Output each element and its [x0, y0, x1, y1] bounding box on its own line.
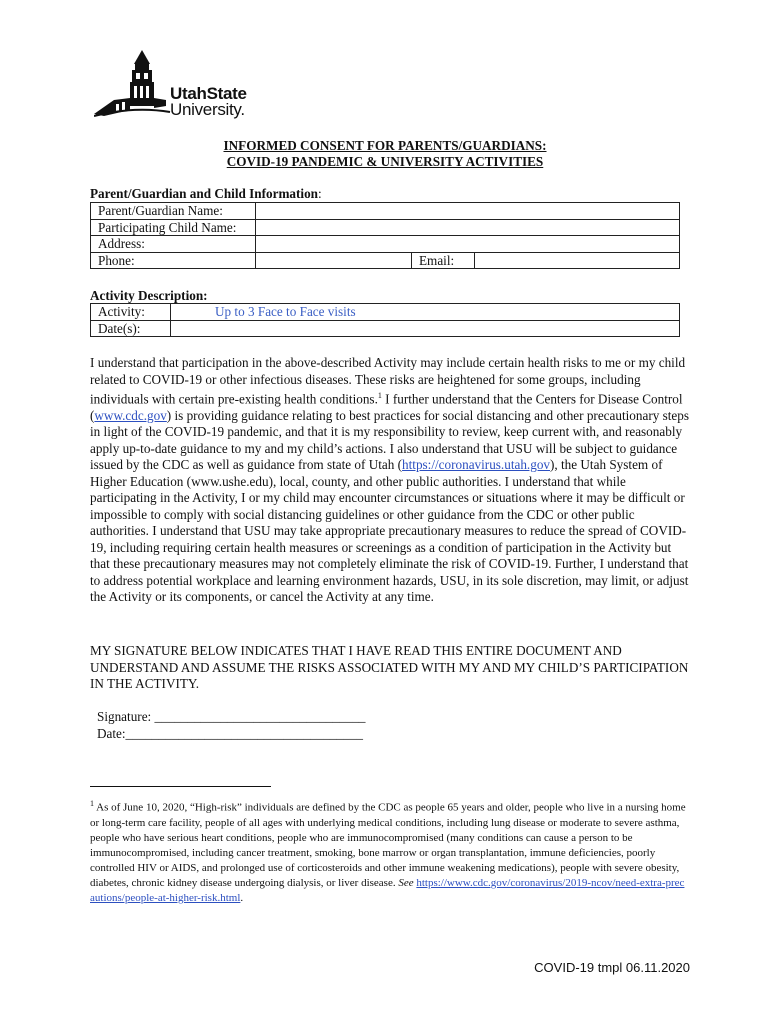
- logo-wordmark-top: UtahState: [170, 84, 247, 103]
- footnote-number: 1: [90, 799, 94, 808]
- activity-table: [90, 303, 680, 337]
- consent-text-part4: ), the Utah System of Higher Education (www.ushe.edu), local, county, and other public authorities. I understand that while participating in the Activity, I or my child may encounter circumstances or situations where it may be difficult or impossible to comply with social distancing guidelines or other guidance from the CDC or other public authorities. I understand that USU may take appropriate precautionary measures to reduce the spread of COVID-19, including requiring certain health measures or screenings as a condition of participation in the Activity but that these precautionary measures may not completely eliminate the risk of COVID-19. Further, I understand that to address potential workplace and learning environment hazards, USU, in its sole discretion, may limit, or adjust the Activity or its components, or cancel the Activity at any time.: [90, 457, 689, 605]
- dates-input[interactable]: [171, 320, 680, 337]
- activity-section-label: Activity Description:: [90, 288, 208, 303]
- signature-acknowledgement: MY SIGNATURE BELOW INDICATES THAT I HAVE READ THIS ENTIRE DOCUMENT AND UNDERSTAND AND ASSUME THE RISKS ASSOCIATED WITH MY AND MY CHILD’S PARTICIPATION IN THE ACTIVITY.: [90, 643, 689, 692]
- document-title-line1: INFORMED CONSENT FOR PARENTS/GUARDIANS:: [223, 138, 547, 153]
- child-name-label: Participating Child Name:: [91, 219, 256, 236]
- footnote-end: .: [240, 892, 244, 905]
- date-line[interactable]: Date:____________________________________: [97, 726, 363, 741]
- activity-input[interactable]: Up to 3 Face to Face visits: [171, 304, 680, 321]
- address-input[interactable]: [256, 236, 680, 253]
- child-name-input[interactable]: [256, 219, 680, 236]
- email-input[interactable]: [475, 252, 680, 269]
- table-row: [91, 320, 680, 337]
- cdc-link[interactable]: www.cdc.gov: [94, 407, 167, 423]
- phone-label: Phone:: [91, 252, 256, 269]
- document-title-line2: COVID-19 PANDEMIC & UNIVERSITY ACTIVITIES: [226, 154, 544, 169]
- consent-text-part3: ) is providing guidance relating to best practices for social distancing and other precautionary steps in light of the COVID-19 pandemic, and that it is my responsibility to review, keep current with, and reasonably apply up-to-date guidance to my and my child’s actions. I also understand that USU will be subject to guidance issued by the CDC as well as guidance from state of Utah (: [90, 407, 690, 473]
- consent-paragraph: [90, 355, 690, 606]
- table-row: [91, 203, 680, 220]
- utah-coronavirus-link[interactable]: https://coronavirus.utah.gov: [402, 457, 551, 473]
- template-version-footer: COVID-19 tmpl 06.11.2020: [534, 960, 690, 975]
- guardian-section-colon: :: [318, 186, 322, 201]
- activity-label: Activity:: [91, 304, 171, 321]
- footnote-reference[interactable]: 1: [377, 391, 382, 400]
- table-row: [91, 304, 680, 321]
- consent-text-part2: I further understand that the Centers for Disease Control (: [90, 391, 683, 423]
- parent-name-label: Parent/Guardian Name:: [91, 203, 256, 220]
- logo-wordmark-bottom: University.: [170, 100, 245, 119]
- phone-input[interactable]: [256, 252, 412, 269]
- table-row: [91, 252, 680, 269]
- guardian-section-label: [90, 186, 322, 202]
- dates-label: Date(s):: [91, 320, 171, 337]
- address-label: Address:: [91, 236, 256, 253]
- cdc-higher-risk-link[interactable]: https://www.cdc.gov/coronavirus/2019-ncov/need-extra-precautions/people-at-higher-risk.html: [90, 877, 685, 905]
- footnote-see: See: [398, 877, 414, 890]
- table-row: [91, 219, 680, 236]
- footnote-text: As of June 10, 2020, “High-risk” individuals are defined by the CDC as people 65 years and older, people who live in a nursing home or long-term care facility, people of all ages with underlying medical conditions, including lung disease or moderate to severe asthma, people who have serious heart conditions, people who are immunocompromised (many conditions can cause a person to be immunocompromised, including cancer treatment, smoking, bone marrow or organ transplantation, immune deficiencies, poorly controlled HIV or AIDS, and prolonged use of corticosteroids and other immune weakening medications), people with severe obesity, diabetes, chronic kidney disease undergoing dialysis, or liver disease.: [90, 801, 686, 890]
- table-row: [91, 236, 680, 253]
- parent-name-input[interactable]: [256, 203, 680, 220]
- signature-line[interactable]: Signature: ________________________________: [97, 709, 366, 724]
- consent-text-part1: I understand that participation in the above-described Activity may include certain health risks to me or my child related to COVID-19 or other infectious diseases. These risks are heightened for some groups, including individuals with certain pre-existing health conditions.: [90, 355, 686, 407]
- footnote: [90, 796, 686, 906]
- email-label: Email:: [412, 252, 475, 269]
- guardian-section-title: Parent/Guardian and Child Information: [90, 186, 319, 201]
- guardian-info-table: [90, 202, 680, 269]
- footnote-divider: [90, 786, 271, 787]
